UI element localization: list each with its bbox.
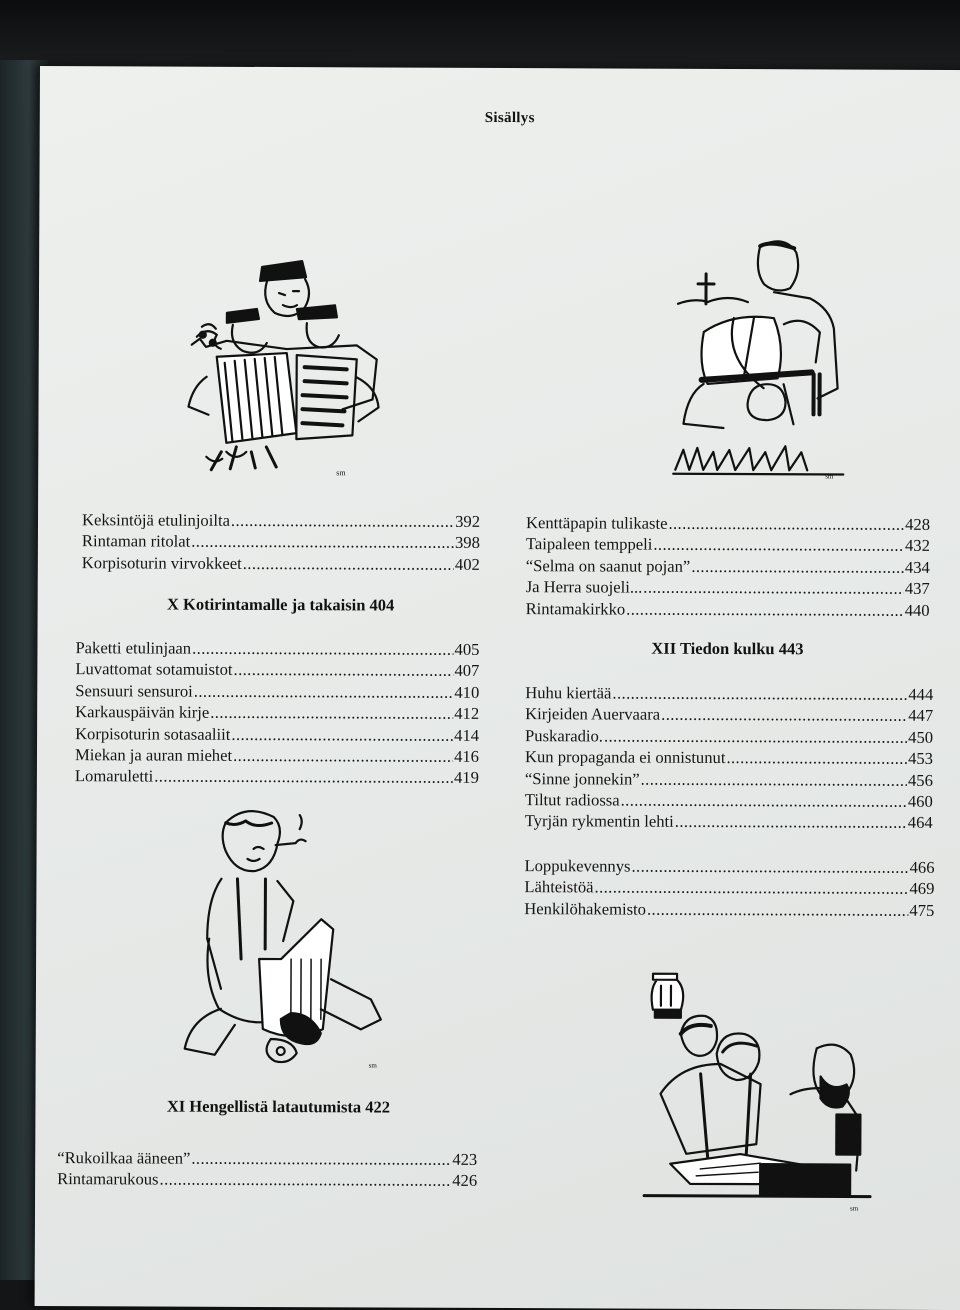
toc-entry-title: Taipaleen temppeli — [525, 534, 653, 555]
toc-entry[interactable] — [525, 682, 933, 705]
toc-entry[interactable] — [82, 531, 480, 554]
toc-entry-page: 423 — [452, 1149, 478, 1169]
toc-entry-page: 466 — [909, 857, 935, 877]
toc-entry[interactable] — [525, 768, 933, 791]
leader-dots — [233, 659, 453, 681]
toc-entry-page: 450 — [908, 727, 934, 747]
leader-dots — [243, 553, 454, 575]
toc-entry[interactable] — [524, 898, 934, 921]
leader-dots — [631, 856, 908, 879]
toc-entry-title: “Selma on saanut pojan” — [525, 555, 691, 576]
leader-dots — [160, 1169, 452, 1192]
toc-entry-title: Henkilöhakemisto — [524, 898, 647, 919]
toc-entry[interactable] — [75, 680, 479, 703]
leader-dots — [210, 702, 453, 724]
field-chaplain-illustration — [663, 234, 849, 485]
leader-dots — [641, 768, 907, 791]
toc-entry-page: 440 — [904, 600, 930, 620]
toc-entry-title: “Rukoilkaa ääneen” — [57, 1148, 191, 1168]
leader-dots — [154, 766, 453, 789]
svg-text:sm: sm — [825, 472, 834, 481]
toc-entry[interactable] — [525, 746, 933, 769]
toc-entry-title: Huhu kiertää — [525, 683, 612, 703]
toc-entry-title: Paketti etulinjaan — [75, 638, 192, 658]
toc-entry-page: 405 — [454, 639, 480, 659]
toc-entry-page: 414 — [454, 725, 480, 745]
toc-right-group-3 — [524, 855, 934, 921]
toc-entry-title: Kun propaganda ei onnistunut — [524, 747, 726, 768]
leader-dots — [231, 723, 453, 745]
leader-dots — [604, 725, 907, 748]
toc-entry-title: Korpisoturin sotasaaliit — [75, 723, 231, 744]
section-heading-xi: XI Hengellistä latautumista 422 — [166, 1096, 391, 1117]
toc-left-group-2 — [75, 637, 480, 789]
boy-on-stump-illustration — [181, 809, 397, 1072]
book-page — [35, 66, 960, 1310]
toc-entry[interactable] — [525, 789, 933, 812]
toc-entry-title: Rintaman ritolat — [81, 531, 191, 552]
toc-entry[interactable] — [75, 637, 479, 660]
toc-entry-page: 402 — [454, 554, 480, 574]
toc-left-group-3 — [57, 1147, 477, 1192]
toc-entry-page: 437 — [904, 578, 930, 599]
toc-entry-page: 428 — [905, 514, 931, 534]
leader-dots — [661, 704, 907, 726]
leader-dots — [668, 513, 904, 535]
toc-entry-page: 407 — [454, 661, 480, 681]
leader-dots — [612, 683, 907, 706]
toc-entry-title: Kenttäpapin tulikaste — [525, 513, 668, 533]
toc-entry-page: 392 — [455, 511, 481, 531]
toc-entry[interactable] — [524, 855, 934, 878]
toc-entry[interactable] — [526, 512, 930, 535]
leader-dots — [194, 680, 454, 703]
toc-entry[interactable] — [526, 534, 930, 557]
toc-entry-page: 464 — [907, 813, 933, 833]
section-heading-x: X Kotirintamalle ja takaisin 404 — [166, 594, 395, 615]
toc-entry[interactable] — [57, 1168, 477, 1191]
toc-entry-title: Keksintöjä etulinjoilta — [81, 510, 230, 530]
toc-entry[interactable] — [75, 744, 479, 767]
toc-entry-title: Lomaruletti — [74, 766, 154, 786]
leader-dots — [191, 531, 454, 554]
toc-entry[interactable] — [82, 509, 480, 532]
toc-entry-title: Ja Herra suojeli... — [525, 577, 643, 597]
toc-entry-page: 469 — [909, 879, 935, 899]
toc-entry-title: Kirjeiden Auervaara — [525, 704, 661, 725]
toc-entry-title: Rintamakirkko — [525, 598, 626, 619]
toc-entry-title: Loppukevennys — [524, 856, 631, 876]
toc-entry-page: 410 — [454, 682, 480, 702]
toc-entry[interactable] — [75, 701, 479, 724]
toc-entry-title: “Sinne jonnekin” — [524, 768, 640, 789]
men-reading-by-lantern-illustration — [640, 964, 876, 1215]
toc-entry-title: Lähteistöä — [524, 877, 594, 897]
leader-dots — [647, 898, 909, 921]
toc-entry-title: Miekan ja auran miehet — [74, 745, 233, 765]
leader-dots — [233, 745, 453, 767]
toc-entry-page: 475 — [909, 900, 935, 920]
toc-right-group-1 — [526, 512, 930, 621]
toc-entry-title: Tiltut radiossa — [524, 790, 620, 810]
toc-entry[interactable] — [525, 811, 933, 834]
leader-dots — [231, 510, 454, 532]
toc-entry-title: Rintamarukous — [57, 1169, 159, 1189]
toc-entry[interactable] — [526, 555, 930, 578]
toc-entry-title: Karkauspäivän kirje — [75, 702, 210, 722]
svg-text:sm: sm — [336, 468, 346, 478]
toc-entry-title: Luvattomat sotamuistot — [75, 659, 233, 680]
leader-dots — [192, 638, 454, 661]
toc-entry-page: 460 — [907, 791, 933, 811]
leader-dots — [643, 577, 904, 600]
toc-entry-page: 426 — [452, 1171, 478, 1191]
leader-dots — [691, 556, 904, 578]
toc-entry[interactable] — [525, 704, 933, 727]
toc-right-group-2 — [525, 682, 934, 834]
leader-dots — [675, 811, 907, 833]
page-title: Sisällys — [484, 109, 535, 127]
svg-text:sm: sm — [850, 1204, 859, 1213]
toc-entry[interactable] — [75, 723, 479, 746]
accordion-soldiers-illustration — [166, 247, 392, 478]
toc-entry-page: 416 — [454, 746, 480, 766]
toc-entry[interactable] — [75, 659, 479, 682]
toc-entry[interactable] — [57, 1147, 477, 1170]
toc-entry-title: Puskaradio. — [525, 725, 604, 746]
toc-entry[interactable] — [526, 576, 930, 599]
toc-entry-page: 434 — [904, 557, 930, 577]
toc-entry-title: Tyrjän rykmentin lehti — [524, 811, 674, 832]
toc-entry-page: 447 — [908, 706, 934, 726]
toc-entry-page: 398 — [454, 533, 480, 553]
toc-entry[interactable] — [82, 552, 480, 575]
toc-entry[interactable] — [526, 598, 930, 621]
toc-entry-page: 412 — [454, 704, 480, 724]
toc-entry-page: 432 — [904, 536, 930, 556]
leader-dots — [594, 877, 908, 900]
leader-dots — [653, 534, 904, 556]
toc-left-group-1 — [82, 509, 480, 575]
toc-entry[interactable] — [75, 766, 479, 789]
toc-entry-page: 453 — [908, 749, 934, 769]
toc-entry-title: Korpisoturin virvokkeet — [81, 552, 242, 573]
leader-dots — [191, 1148, 451, 1171]
leader-dots — [621, 790, 907, 813]
toc-entry[interactable] — [525, 725, 933, 748]
leader-dots — [626, 598, 904, 621]
section-heading-xii: XII Tiedon kulku 443 — [651, 638, 804, 659]
toc-entry-page: 456 — [907, 770, 933, 790]
leader-dots — [726, 747, 907, 769]
toc-entry[interactable] — [524, 877, 934, 900]
toc-entry-page: 419 — [453, 768, 479, 788]
toc-entry-title: Sensuuri sensuroi — [75, 680, 193, 701]
toc-entry-page: 444 — [908, 684, 934, 704]
svg-text:sm: sm — [368, 1061, 377, 1070]
